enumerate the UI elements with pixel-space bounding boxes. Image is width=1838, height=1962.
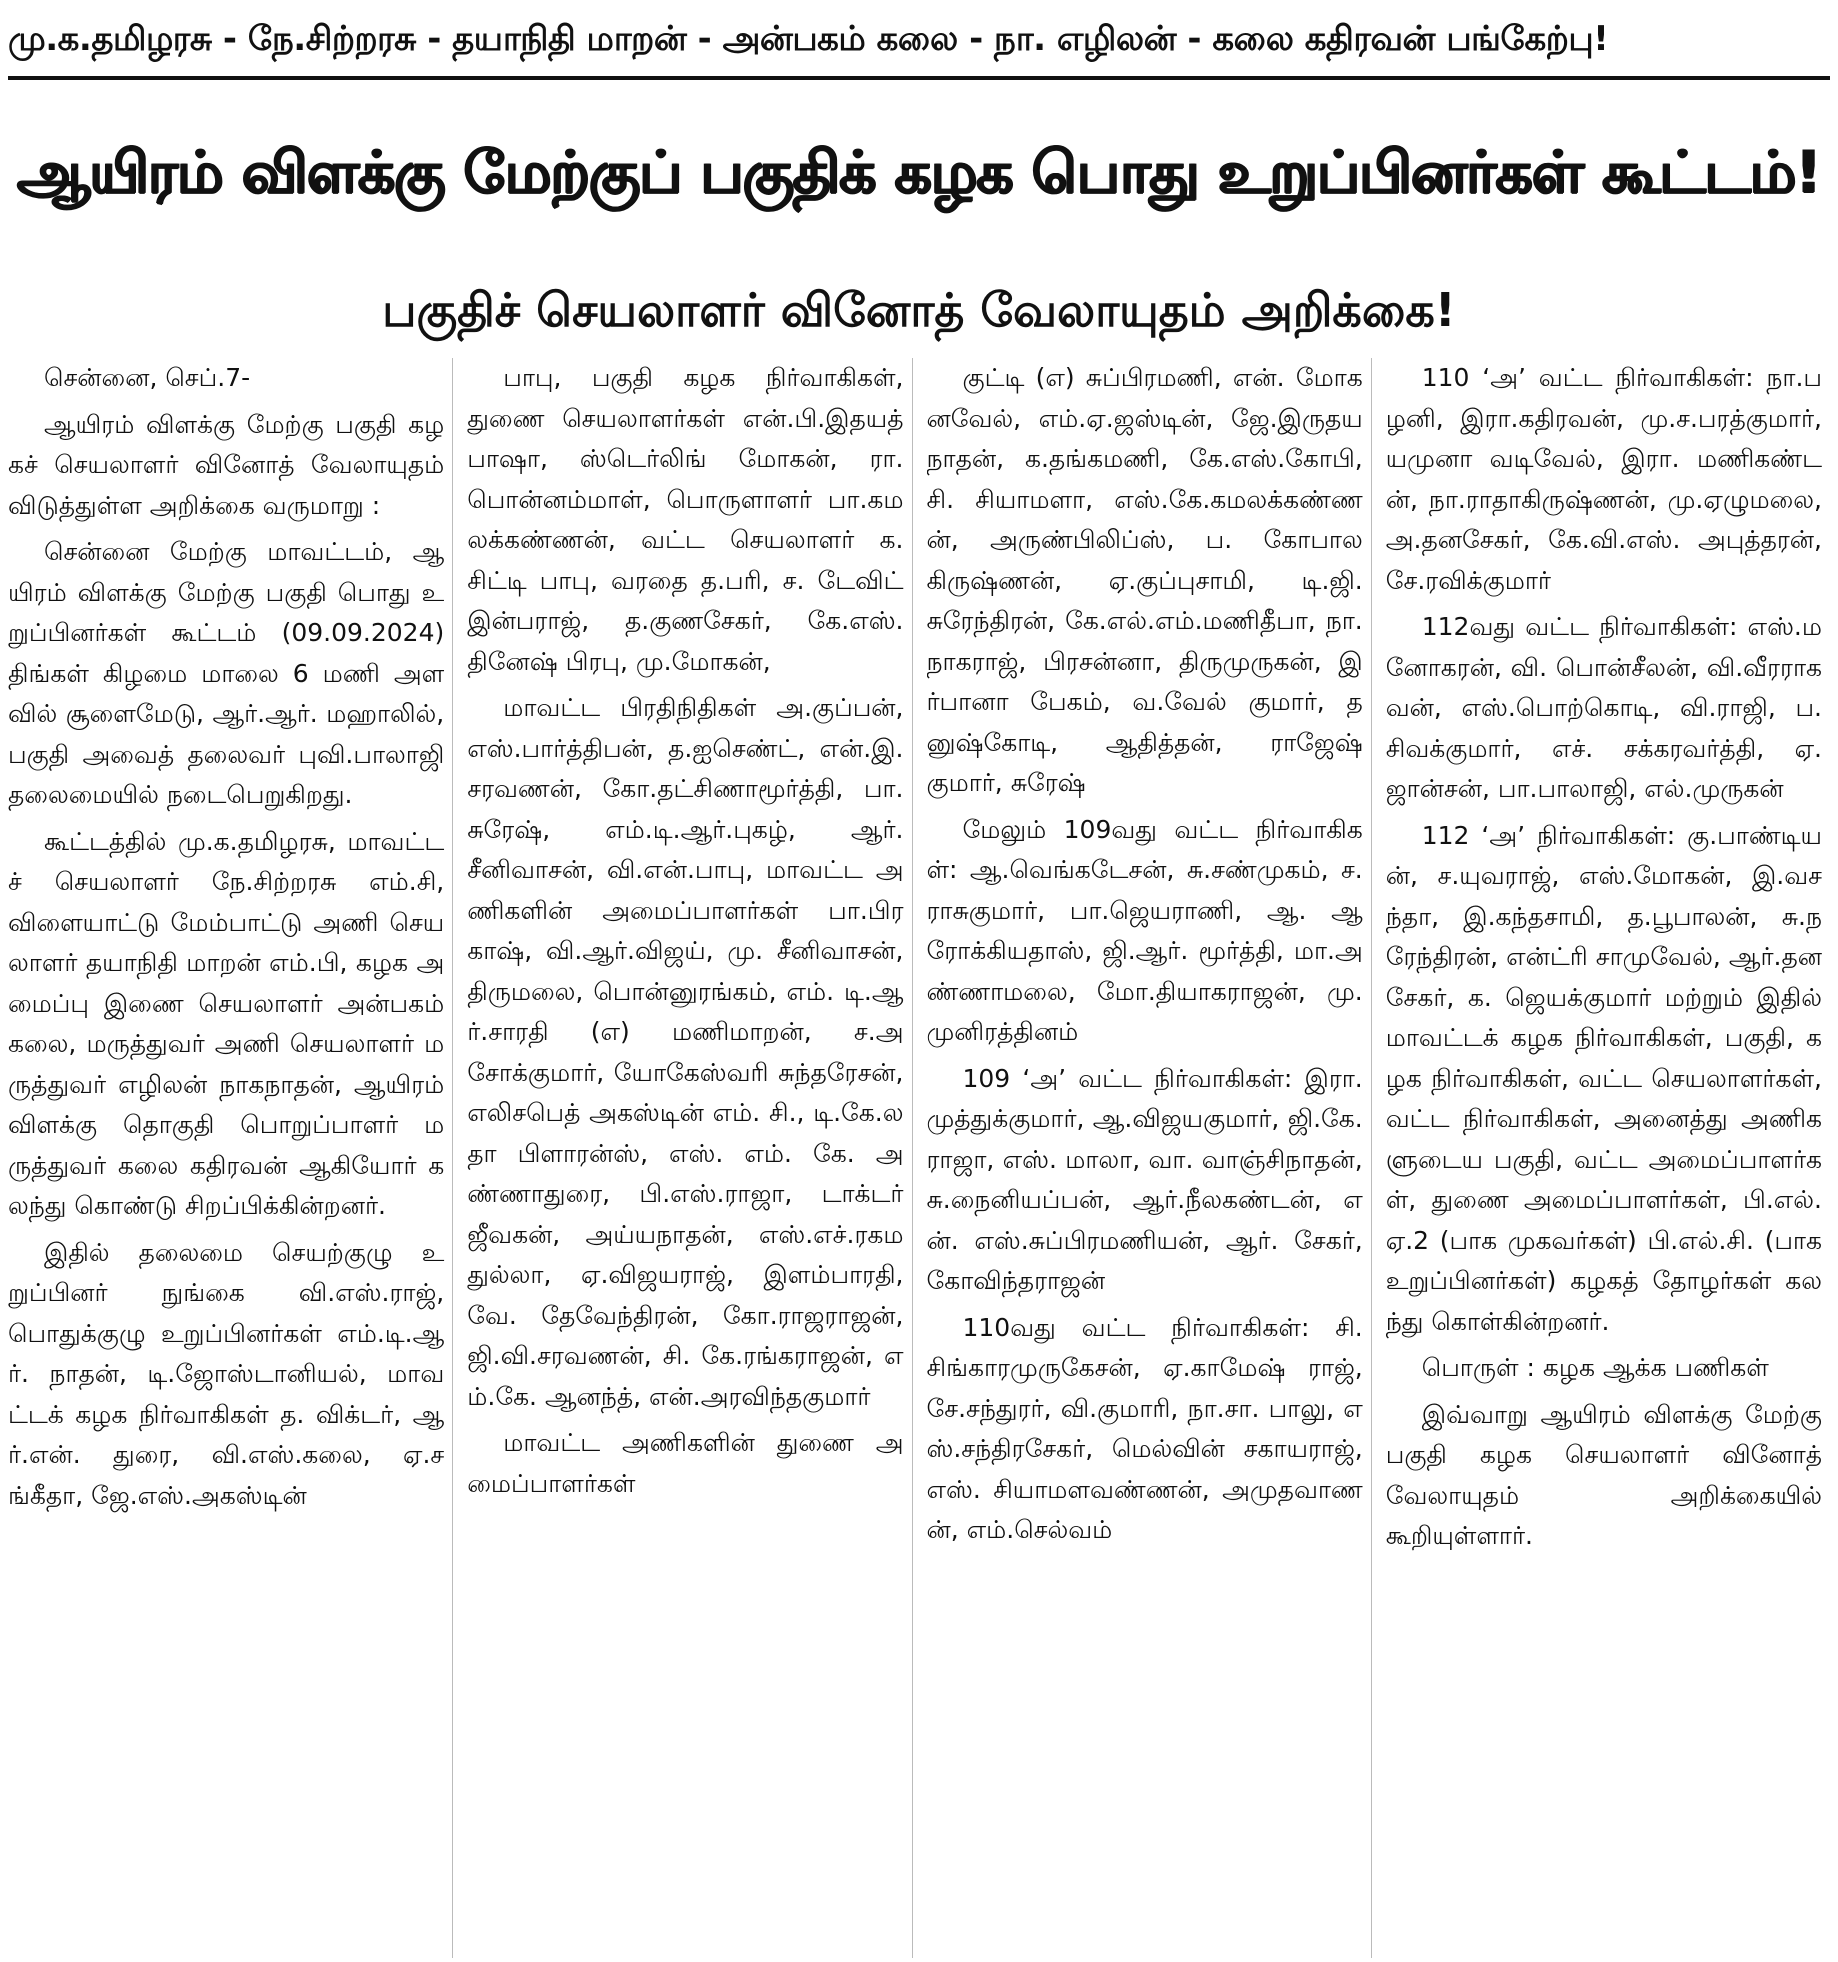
column-2 xyxy=(467,358,912,1958)
paragraph: குட்டி (எ) சுப்பிரமணி, என். மோகனவேல், எம்.ஏ.ஜஸ்டின், ஜே.இருதயநாதன், க.தங்கமணி, கே.எஸ்.கோபி, சி. சியாமளா, எஸ்.கே.கமலக்கண்ணன், அருண்பிலிப்ஸ், ப. கோபாலகிருஷ்ணன், ஏ.குப்புசாமி, டி.ஜி.சுரேந்திரன், கே.எல்.எம்.மணிதீபா, நா.நாகராஜ், பிரசன்னா, திருமுருகன், இர்பானா பேகம், வ.வேல் குமார், தனுஷ்கோடி, ஆதித்தன், ராஜேஷ் குமார், சுரேஷ் xyxy=(926,363,1363,797)
paragraph: 110 ‘அ’ வட்ட நிர்வாகிகள்: நா.பழனி, இரா.கதிரவன், மு.ச.பரத்குமார், யமுனா வடிவேல், இரா. மணிகண்டன், நா.ராதாகிருஷ்ணன், மு.ஏழுமலை, அ.தனசேகர், கே.வி.எஸ். அபுத்தரன், சே.ரவிக்குமார் xyxy=(1385,363,1822,595)
paragraph: சென்னை மேற்கு மாவட்டம், ஆயிரம் விளக்கு மேற்கு பகுதி பொது உறுப்பினர்கள் கூட்டம் (09.09.2024) திங்கள் கிழமை மாலை 6 மணி அளவில் சூளைமேடு, ஆர்.ஆர். மஹாலில், பகுதி அவைத் தலைவர் புவி.பாலாஜி தலைமையில் நடைபெறுகிறது. xyxy=(8,537,445,809)
paragraph: 109 ‘அ’ வட்ட நிர்வாகிகள்: இரா.முத்துக்குமார், ஆ.விஜயகுமார், ஜி.கே. ராஜா, எஸ். மாலா, வா. வாஞ்சிநாதன், சு.நைனியப்பன், ஆர்.நீலகண்டன், என். எஸ்.சுப்பிரமணியன், ஆர். சேகர், கோவிந்தராஜன் xyxy=(926,1063,1363,1295)
paragraph: பாபு, பகுதி கழக நிர்வாகிகள், துணை செயலாளர்கள் என்.பி.இதயத் பாஷா, ஸ்டெர்லிங் மோகன், ரா. பொன்னம்மாள், பொருளாளர் பா.கமலக்கண்ணன், வட்ட செயலாளர் க.சிட்டி பாபு, வரதை த.பரி, ச. டேவிட் இன்பராஜ், த.குணசேகர், கே.எஸ்.தினேஷ் பிரபு, மு.மோகன், xyxy=(467,363,904,676)
column-3 xyxy=(927,358,1372,1958)
paragraph: இவ்வாறு ஆயிரம் விளக்கு மேற்கு பகுதி கழக செயலாளர் வினோத் வேலாயுதம் அறிக்கையில் கூறியுள்ளார். xyxy=(1385,1399,1822,1550)
paragraph: 112வது வட்ட நிர்வாகிகள்: எஸ்.மனோகரன், வி. பொன்சீலன், வி.வீரராகவன், எஸ்.பொற்கொடி, வி.ராஜி, ப.சிவக்குமார், எச். சக்கரவர்த்தி, ஏ.ஜான்சன், பா.பாலாஜி, எல்.முருகன் xyxy=(1385,612,1822,803)
paragraph: சென்னை, செப்.7- xyxy=(44,363,251,392)
paragraph: மாவட்ட அணிகளின் துணை அமைப்பாளர்கள் xyxy=(467,1428,904,1498)
column-1 xyxy=(8,358,453,1958)
top-line-names: மு.க.தமிழரசு - நே.சிற்றரசு - தயாநிதி மாறன் - அன்பகம் கலை - நா. எழிலன் - கலை கதிரவன் பங்கேற்பு! xyxy=(8,6,1830,80)
column-4 xyxy=(1386,358,1830,1958)
paragraph: இதில் தலைமை செயற்குழு உறுப்பினர் நுங்கை வி.எஸ்.ராஜ், பொதுக்குழு உறுப்பினர்கள் எம்.டி.ஆர். நாதன், டி.ஜோஸ்டானியல், மாவட்டக் கழக நிர்வாகிகள் த. விக்டர், ஆர்.என். துரை, வி.எஸ்.கலை, ஏ.சங்கீதா, ஜே.எஸ்.அகஸ்டின் xyxy=(8,1237,445,1510)
paragraph: மாவட்ட பிரதிநிதிகள் அ.குப்பன், எஸ்.பார்த்திபன், த.ஐசெண்ட், என்.இ.சரவணன், கோ.தட்சிணாமூர்த்தி, பா.சுரேஷ், எம்.டி.ஆர்.புகழ், ஆர்.சீனிவாசன், வி.என்.பாபு, மாவட்ட அணிகளின் அமைப்பாளர்கள் பா.பிரகாஷ், வி.ஆர்.விஜய், மு. சீனிவாசன், திருமலை, பொன்னுரங்கம், எம். டி.ஆர்.சாரதி (எ) மணிமாறன், ச.அசோக்குமார், யோகேஸ்வரி சுந்தரேசன், எலிசபெத் அகஸ்டின் எம். சி., டி.கே.லதா பிளாரன்ஸ், எஸ். எம். கே. அண்ணாதுரை, பி.எஸ்.ராஜா, டாக்டர் ஜீவகன், அய்யநாதன், எஸ்.எச்.ரகமதுல்லா, ஏ.விஜயராஜ், இளம்பாரதி, வே. தேவேந்திரன், கோ.ராஜராஜன், ஜி.வி.சரவணன், சி. கே.ரங்கராஜன், எம்.கே. ஆனந்த், என்.அரவிந்தகுமார் xyxy=(467,693,904,1411)
subheadline: பகுதிச் செயலாளர் வினோத் வேலாயுதம் அறிக்கை! xyxy=(382,283,1456,337)
article-body xyxy=(8,358,1830,1958)
headline: ஆயிரம் விளக்கு மேற்குப் பகுதிக் கழக பொது உறுப்பினர்கள் கூட்டம்! xyxy=(17,138,1821,206)
paragraph: ஆயிரம் விளக்கு மேற்கு பகுதி கழகச் செயலாளர் வினோத் வேலாயுதம் விடுத்துள்ள அறிக்கை வருமாறு : xyxy=(8,409,445,520)
paragraph: 110வது வட்ட நிர்வாகிகள்: சி.சிங்காரமுருகேசன், ஏ.காமேஷ் ராஜ், சே.சந்துரர், வி.குமாரி, நா.சா. பாலு, எஸ்.சந்திரசேகர், மெல்வின் சகாயராஜ், எஸ். சியாமளவண்ணன், அமுதவாணன், எம்.செல்வம் xyxy=(926,1312,1363,1544)
paragraph: கூட்டத்தில் மு.க.தமிழரசு, மாவட்டச் செயலாளர் நே.சிற்றரசு எம்.சி, விளையாட்டு மேம்பாட்டு அணி செயலாளர் தயாநிதி மாறன் எம்.பி, கழக அமைப்பு இணை செயலாளர் அன்பகம் கலை, மருத்துவர் அணி செயலாளர் மருத்துவர் எழிலன் நாகநாதன், ஆயிரம் விளக்கு தொகுதி பொறுப்பாளர் மருத்துவர் கலை கதிரவன் ஆகியோர் கலந்து கொண்டு சிறப்பிக்கின்றனர். xyxy=(8,826,445,1220)
paragraph: பொருள் : கழக ஆக்க பணிகள் xyxy=(1421,1353,1769,1382)
paragraph: மேலும் 109வது வட்ட நிர்வாகிகள்: ஆ.வெங்கடேசன், சு.சண்முகம், ச.ராசுகுமார், பா.ஜெயராணி, ஆ. ஆரோக்கியதாஸ், ஜி.ஆர். மூர்த்தி, மா.அண்ணாமலை, மோ.தியாகராஜன், மு.முனிரத்தினம் xyxy=(926,814,1363,1046)
paragraph: 112 ‘அ’ நிர்வாகிகள்: கு.பாண்டியன், ச.யுவராஜ், எஸ்.மோகன், இ.வசந்தா, இ.கந்தசாமி, த.பூபாலன், சு.நரேந்திரன், என்ட்ரி சாமுவேல், ஆர்.தனசேகர், க. ஜெயக்குமார் மற்றும் இதில் மாவட்டக் கழக நிர்வாகிகள், பகுதி, கழக நிர்வாகிகள், வட்ட செயலாளர்கள், வட்ட நிர்வாகிகள், அனைத்து அணிகளுடைய பகுதி, வட்ட அமைப்பாளர்கள், துணை அமைப்பாளர்கள், பி.எல்.ஏ.2 (பாக முகவர்கள்) பி.எல்.சி. (பாக உறுப்பினர்கள்) கழகத் தோழர்கள் கலந்து கொள்கின்றனர். xyxy=(1385,820,1822,1336)
